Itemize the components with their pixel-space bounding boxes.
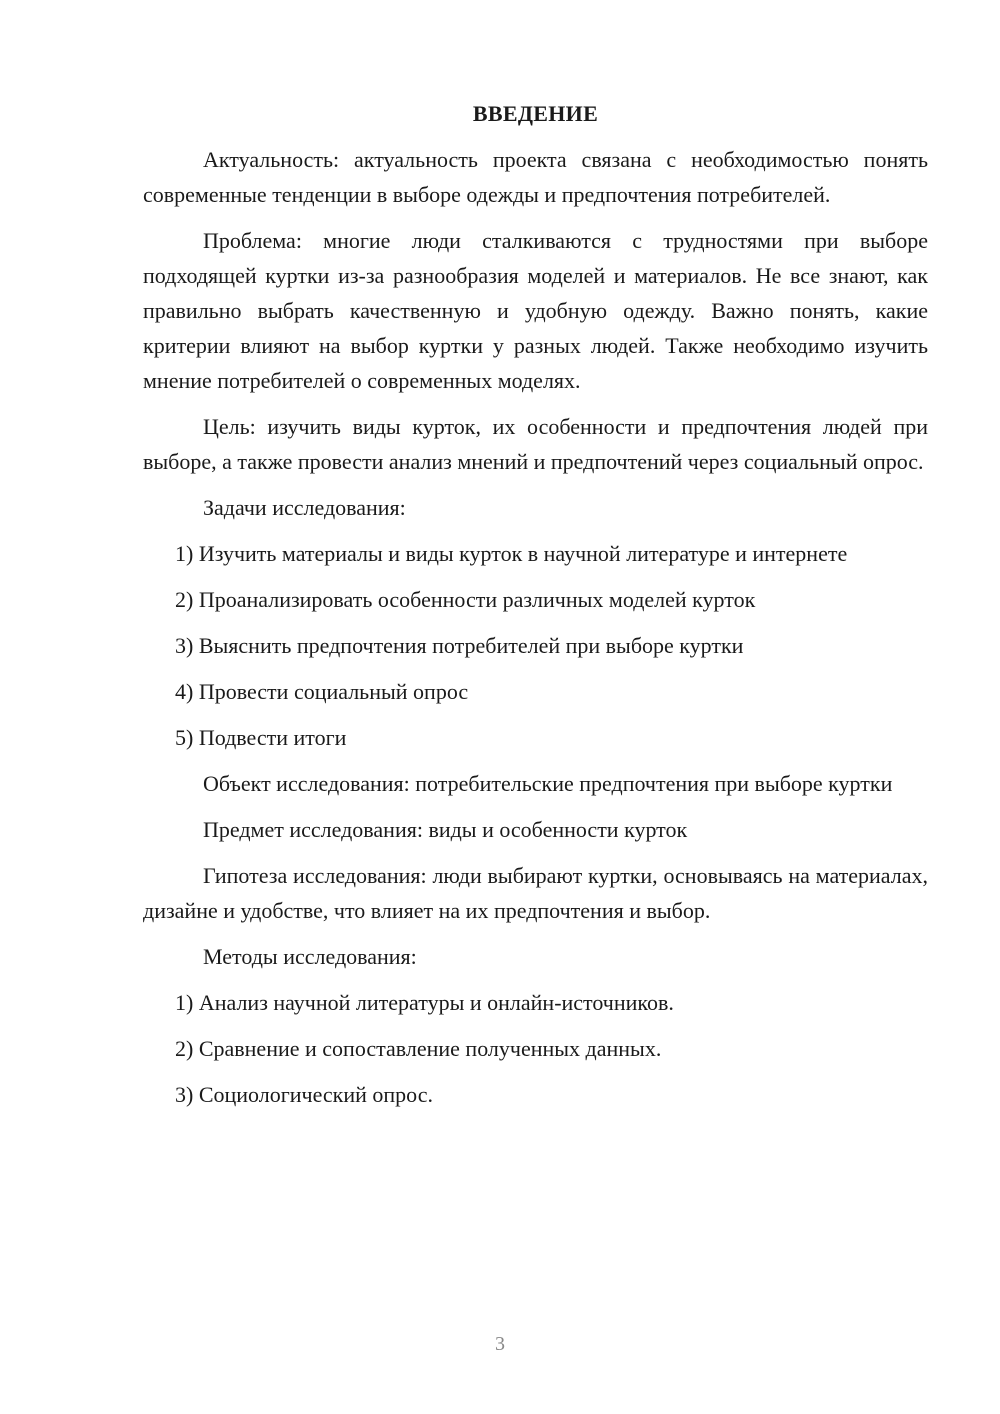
methods-title: Методы исследования:: [203, 944, 417, 969]
relevance-paragraph: Актуальность: актуальность проекта связана с необходимостью понять современные тенденции в выборе одежды и предпочтения потребителей.: [143, 147, 928, 207]
document-page: [143, 96, 928, 1123]
page-number: 3: [495, 1333, 505, 1355]
method-item: 3) Социологический опрос.: [175, 1082, 433, 1107]
task-item: 5) Подвести итоги: [175, 725, 347, 750]
task-item: 1) Изучить материалы и виды курток в научной литературе и интернете: [175, 541, 848, 566]
task-item: 2) Проанализировать особенности различных моделей курток: [175, 587, 756, 612]
method-item: 2) Сравнение и сопоставление полученных данных.: [175, 1036, 662, 1061]
tasks-title: Задачи исследования:: [203, 495, 406, 520]
hypothesis-paragraph: Гипотеза исследования: люди выбирают куртки, основываясь на материалах, дизайне и удобстве, что влияет на их предпочтения и выбор.: [143, 863, 928, 923]
goal-paragraph: Цель: изучить виды курток, их особенности и предпочтения людей при выборе, а также провести анализ мнений и предпочтений через социальный опрос.: [143, 414, 928, 474]
object-paragraph: Объект исследования: потребительские предпочтения при выборе куртки: [203, 771, 893, 796]
section-heading: ВВЕДЕНИЕ: [472, 101, 599, 126]
subject-paragraph: Предмет исследования: виды и особенности курток: [203, 817, 688, 842]
method-item: 1) Анализ научной литературы и онлайн-источников.: [175, 990, 674, 1015]
problem-paragraph: Проблема: многие люди сталкиваются с трудностями при выборе подходящей куртки из-за разнообразия моделей и материалов. Не все знают, как правильно выбрать качественную и удобную одежду. Важно понять, какие критерии влияют на выбор куртки у разных людей. Также необходимо изучить мнение потребителей о современных моделях.: [143, 228, 928, 393]
task-item: 4) Провести социальный опрос: [175, 679, 469, 704]
task-item: 3) Выяснить предпочтения потребителей при выборе куртки: [175, 633, 744, 658]
